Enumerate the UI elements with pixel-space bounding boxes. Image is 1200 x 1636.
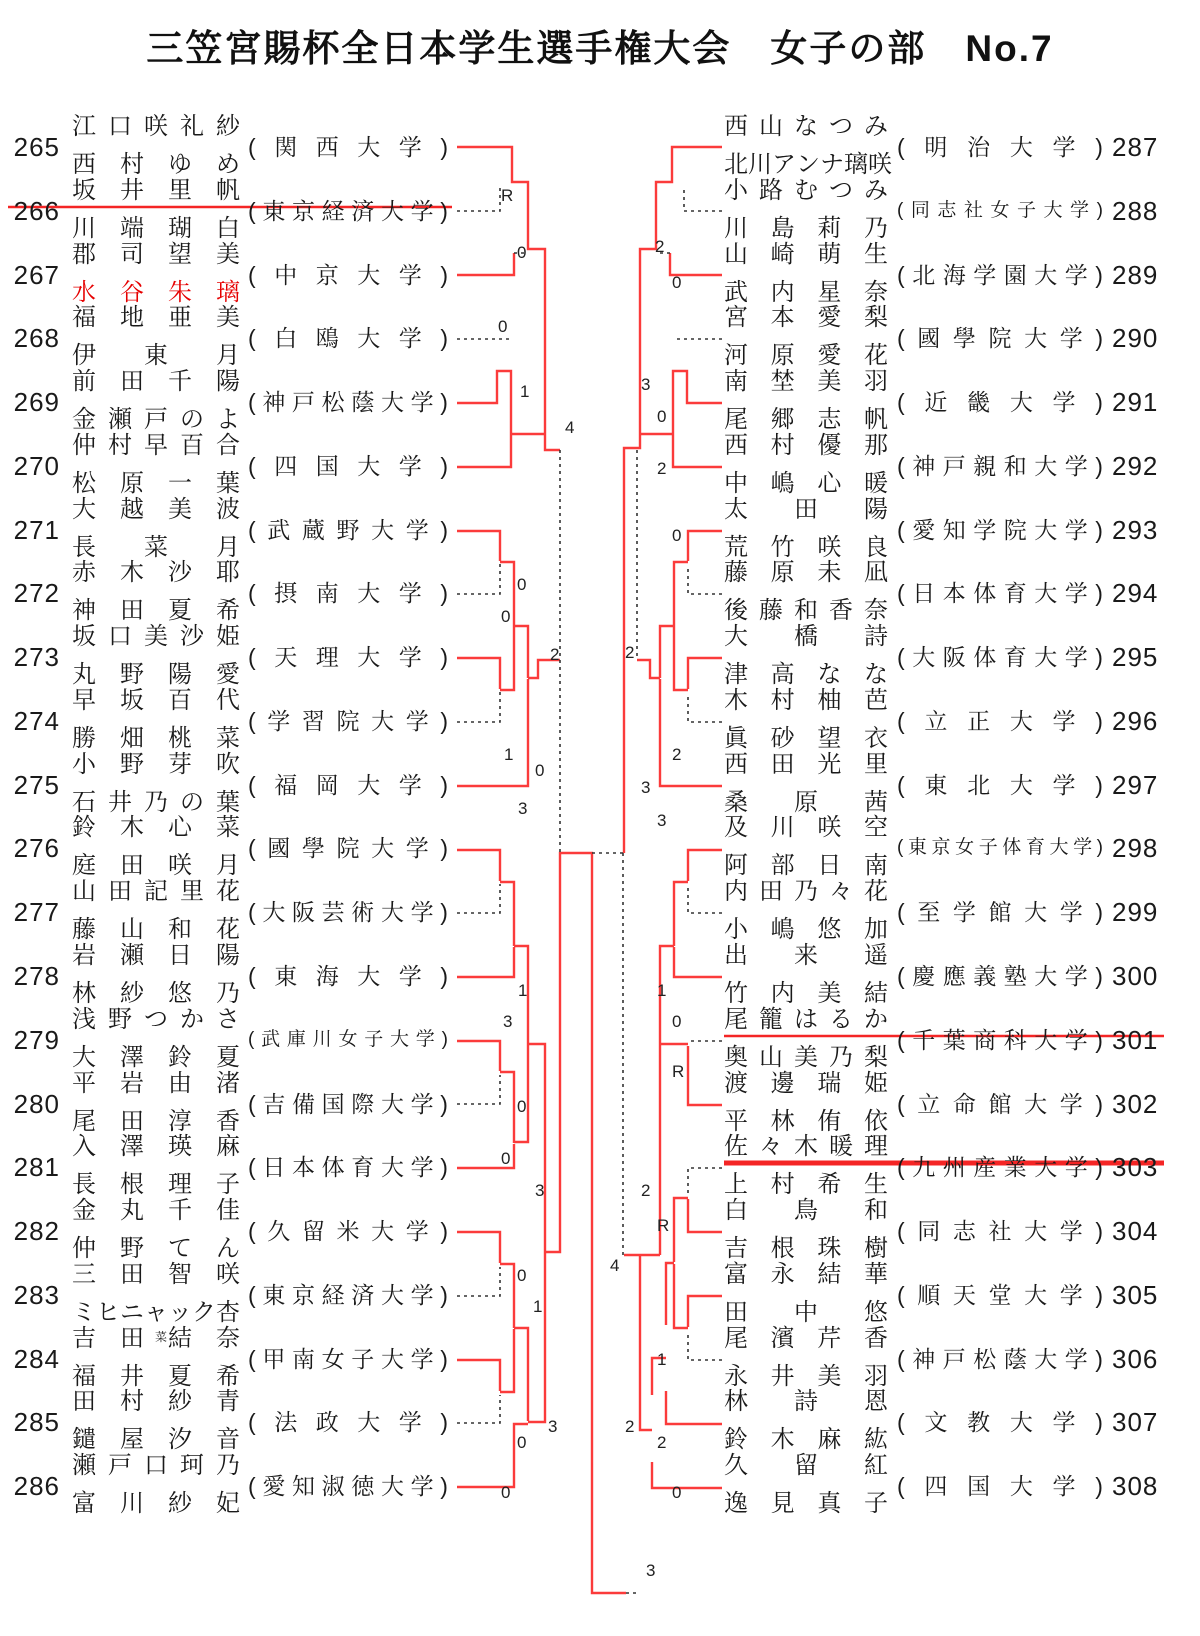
score-label: 0 (501, 1149, 511, 1168)
player-name: 江 口 咲 礼 紗 (72, 113, 240, 140)
player-name: 西 山 な つ み (724, 113, 888, 140)
player-name: 渡 邊 瑞 姫 (724, 1070, 888, 1097)
university-name: ( 武 庫 川 女 子 大 学 ) (248, 1029, 448, 1050)
bracket-loser-line (688, 693, 722, 722)
bracket-winner-line (673, 371, 722, 434)
university-name: ( 日 本 体 育 大 学 ) (248, 1154, 448, 1180)
player-name: 吉 根 珠 樹 (724, 1235, 888, 1262)
bracket-winner-line (457, 658, 500, 689)
entry-number-293: 293 (1112, 515, 1159, 545)
bracket-winner-line (457, 531, 500, 561)
entry-number-290: 290 (1112, 323, 1159, 353)
bracket-winner-line (500, 882, 514, 946)
player-name: 竹 内 美 結 (724, 980, 888, 1007)
bracket-winner-line (652, 1462, 722, 1488)
player-name: 久 留 紅 (724, 1452, 888, 1479)
score-label: 1 (504, 745, 514, 764)
university-name: ( 中 京 大 学 ) (248, 262, 448, 288)
player-name: 西 村 ゆ め (72, 151, 240, 178)
player-name: 出 来 遥 (724, 942, 888, 969)
bracket-loser-line (688, 885, 722, 913)
player-name: 永 井 美 羽 (724, 1363, 888, 1390)
entry-number-289: 289 (1112, 260, 1159, 290)
entry-number-303: 303 (1112, 1152, 1159, 1182)
bracket-winner-line (500, 626, 514, 690)
score-label: 3 (641, 375, 651, 394)
bracket-winner-line (514, 1328, 528, 1421)
player-name: ミ ヒ ニ ャ ッ ク 杏 (72, 1299, 240, 1326)
entry-number-277: 277 (13, 897, 60, 927)
player-name: 鈴 木 心 菜 (72, 814, 240, 841)
player-name: 大 越 美 波 (72, 496, 240, 523)
player-name: 太 田 陽 (724, 496, 888, 523)
entry-number-300: 300 (1112, 961, 1159, 991)
player-name: 鈴 木 麻 紘 (724, 1426, 888, 1453)
university-name: ( 天 理 大 学 ) (248, 644, 448, 670)
university-name: ( 久 留 米 大 学 ) (248, 1218, 448, 1244)
player-name: 水 谷 朱 璃 (72, 279, 240, 306)
player-name: 入 澤 瑛 麻 (72, 1133, 240, 1160)
university-name: ( 明 治 大 学 ) (897, 134, 1103, 160)
player-name: 山 田 記 里 花 (72, 878, 240, 905)
score-label: 1 (518, 981, 528, 1000)
bracket-winner-line (660, 626, 674, 678)
university-name: ( 摂 南 大 学 ) (248, 580, 448, 606)
bracket-winner-line (674, 1198, 688, 1262)
entry-number-272: 272 (13, 578, 60, 608)
bracket-loser-line (688, 565, 722, 594)
player-name: 林 詩 恩 (724, 1388, 888, 1415)
entry-number-305: 305 (1112, 1280, 1159, 1310)
player-name: 長 菜 月 (72, 534, 240, 561)
score-label: 1 (520, 382, 530, 401)
player-name: 坂 井 里 帆 (72, 177, 240, 204)
bracket-loser-line (457, 692, 500, 722)
entry-number-282: 282 (13, 1216, 60, 1246)
entry-number-306: 306 (1112, 1344, 1159, 1374)
player-name: 岩 瀬 日 陽 (72, 942, 240, 969)
entry-number-286: 286 (13, 1471, 60, 1501)
player-name: 眞 砂 望 衣 (724, 725, 888, 752)
university-name: ( 関 西 大 学 ) (248, 134, 448, 160)
player-name: 赤 木 沙 耶 (72, 559, 240, 586)
player-name: 川 端 瑚 白 (72, 215, 240, 242)
bracket-winner-line (457, 253, 514, 275)
university-name: ( 東 京 女 子 体 育 大 学 ) (897, 837, 1103, 858)
bracket-loser-line (684, 186, 722, 211)
score-label: 3 (646, 1561, 656, 1580)
entry-number-280: 280 (13, 1089, 60, 1119)
player-name: 大 澤 鈴 夏 (72, 1044, 240, 1071)
player-name: 田 村 紗 青 (72, 1388, 240, 1415)
player-name: 奥 山 美 乃 梨 (724, 1044, 888, 1071)
player-name: 阿 部 日 南 (724, 852, 888, 879)
bracket-winner-line (545, 853, 626, 1593)
bracket-winner-line (514, 1044, 528, 1142)
university-name: ( 東 京 経 済 大 学 ) (248, 198, 448, 224)
player-name: 藤 山 和 花 (72, 916, 240, 943)
entry-number-297: 297 (1112, 770, 1159, 800)
entry-number-304: 304 (1112, 1216, 1159, 1246)
entry-number-284: 284 (13, 1344, 60, 1374)
score-label: 0 (501, 1483, 511, 1502)
score-label: R (672, 1062, 685, 1081)
university-name: ( 北 海 学 園 大 学 ) (897, 262, 1103, 288)
player-name: 浅 野 つ か さ (72, 1006, 240, 1033)
score-label: 2 (657, 459, 667, 478)
bracket-loser-line (688, 1168, 722, 1196)
score-label: 0 (517, 1266, 527, 1285)
player-name: 尾 郷 志 帆 (724, 406, 888, 433)
player-name: 木 村 柚 芭 (724, 687, 888, 714)
score-label: 1 (657, 981, 667, 1000)
university-name: ( 立 命 館 大 学 ) (897, 1091, 1103, 1117)
player-name: 小 嶋 悠 加 (724, 916, 888, 943)
player-name: 吉 田 結 奈 (72, 1325, 240, 1352)
score-label: 2 (655, 237, 665, 256)
player-name: 小 野 芽 吹 (72, 751, 240, 778)
player-name: 仲 村 早 百 合 (72, 432, 240, 459)
bracket-winner-line (670, 253, 722, 275)
bracket-winner-line (640, 1255, 652, 1430)
university-name: ( 國 學 院 大 学 ) (897, 325, 1103, 351)
bracket-winner-line (637, 660, 660, 678)
player-name: 中 嶋 心 暖 (724, 470, 888, 497)
player-name: 郡 司 望 美 (72, 241, 240, 268)
university-name: ( 法 政 大 学 ) (248, 1409, 448, 1435)
university-name: ( 大 阪 体 育 大 学 ) (897, 644, 1103, 670)
university-name: ( 至 学 館 大 学 ) (897, 899, 1103, 925)
university-name: ( 四 国 大 学 ) (897, 1473, 1103, 1499)
entry-number-292: 292 (1112, 451, 1159, 481)
player-name: 鑓 屋 汐 音 (72, 1426, 240, 1453)
bracket-winner-line (514, 626, 528, 678)
bracket-winner-line (500, 1264, 514, 1328)
bracket-winner-line (688, 1199, 722, 1232)
player-name: 西 村 優 那 (724, 432, 888, 459)
player-name: 荒 竹 咲 良 (724, 534, 888, 561)
player-name: 桑 原 茜 (724, 789, 888, 816)
bracket-loser-line (457, 186, 500, 211)
university-name: ( 國 學 院 大 学 ) (248, 835, 448, 861)
score-label: 0 (672, 1012, 682, 1031)
bracket-winner-line (673, 434, 722, 467)
bracket-winner-line (457, 1360, 500, 1391)
player-name: 長 根 理 子 (72, 1171, 240, 1198)
player-name: 松 原 一 葉 (72, 470, 240, 497)
entry-number-295: 295 (1112, 642, 1159, 672)
entry-number-283: 283 (13, 1280, 60, 1310)
entry-number-278: 278 (13, 961, 60, 991)
player-name: 川 島 莉 乃 (724, 215, 888, 242)
score-label: 3 (641, 778, 651, 797)
player-name: 津 高 な な (724, 661, 888, 688)
university-name: ( 愛 知 淑 徳 大 学 ) (248, 1473, 448, 1499)
score-label: 1 (657, 1350, 667, 1369)
bracket-loser-line (688, 1331, 722, 1360)
bracket-loser-line (457, 1267, 500, 1296)
bracket-winner-line (674, 947, 722, 977)
entry-number-291: 291 (1112, 387, 1159, 417)
player-name: 林 紗 悠 乃 (72, 980, 240, 1007)
entry-number-271: 271 (13, 515, 60, 545)
entry-number-279: 279 (13, 1025, 60, 1055)
player-name: 福 地 亜 美 (72, 304, 240, 331)
university-name: ( 九 州 産 業 大 学 ) (897, 1154, 1103, 1180)
university-name: ( 武 蔵 野 大 学 ) (248, 517, 448, 543)
bracket-winner-line (457, 947, 514, 977)
player-name: 上 村 希 生 (724, 1171, 888, 1198)
score-label: 0 (517, 575, 527, 594)
university-name: ( 白 鴎 大 学 ) (248, 325, 448, 351)
bracket-winner-line (500, 1329, 514, 1392)
entry-number-274: 274 (13, 706, 60, 736)
bracket-winner-line (457, 679, 528, 786)
bracket-winner-line (688, 1046, 722, 1105)
player-name: 三 田 智 咲 (72, 1261, 240, 1288)
bracket-winner-line (500, 1072, 514, 1143)
bracket-loser-line (457, 1075, 500, 1104)
bracket-winner-line (457, 371, 511, 434)
player-name: 西 田 光 里 (724, 751, 888, 778)
entry-number-276: 276 (13, 833, 60, 863)
university-name: ( 神 戸 松 蔭 大 学 ) (248, 389, 448, 415)
score-label: 2 (625, 643, 635, 662)
player-name: 及 川 咲 空 (724, 814, 888, 841)
bracket-loser-line (457, 1395, 500, 1423)
score-label: 0 (517, 243, 527, 262)
entry-number-298: 298 (1112, 833, 1159, 863)
player-name: 山 崎 萌 生 (724, 241, 888, 268)
player-name: 河 原 愛 花 (724, 342, 888, 369)
entry-number-296: 296 (1112, 706, 1159, 736)
university-name: ( 東 京 経 済 大 学 ) (248, 1282, 448, 1308)
score-label: 0 (672, 1483, 682, 1502)
university-name: ( 大 阪 芸 術 大 学 ) (248, 899, 448, 925)
player-name: 神 田 夏 希 (72, 597, 240, 624)
bracket-winner-line (674, 626, 688, 690)
university-name: ( 順 天 堂 大 学 ) (897, 1282, 1103, 1308)
score-label: 3 (548, 1417, 558, 1436)
page-title: 三笠宮賜杯全日本学生選手権大会 女子の部 No.7 (146, 28, 1054, 69)
bracket-winner-line (688, 850, 722, 881)
player-name: 伊 東 月 (72, 342, 240, 369)
entry-number-299: 299 (1112, 897, 1159, 927)
entry-number-287: 287 (1112, 132, 1159, 162)
university-name: ( 神 戸 親 和 大 学 ) (897, 453, 1103, 479)
university-name: ( 同 志 社 大 学 ) (897, 1218, 1103, 1244)
score-label: 2 (641, 1181, 651, 1200)
university-name: ( 愛 知 学 院 大 学 ) (897, 517, 1103, 543)
score-label: 4 (565, 418, 575, 437)
bracket-loser-line (457, 884, 500, 913)
player-name: 逸 見 真 子 (724, 1490, 888, 1517)
score-label: 0 (501, 607, 511, 626)
entry-number-285: 285 (13, 1407, 60, 1437)
player-name: 前 田 千 陽 (72, 368, 240, 395)
player-name: 大 橋 詩 (724, 623, 888, 650)
score-label: 0 (657, 407, 667, 426)
score-label: 0 (517, 1097, 527, 1116)
player-name: 尾 田 淳 香 (72, 1108, 240, 1135)
score-label: 0 (672, 526, 682, 545)
score-label: 2 (625, 1417, 635, 1436)
bracket-winner-line (660, 679, 722, 786)
entry-number-301: 301 (1112, 1025, 1159, 1055)
university-name: ( 学 習 院 大 学 ) (248, 708, 448, 734)
university-name: ( 神 戸 松 蔭 大 学 ) (897, 1346, 1103, 1372)
score-label: 0 (672, 273, 682, 292)
entry-number-266: 266 (13, 196, 60, 226)
university-name: ( 東 海 大 学 ) (248, 963, 448, 989)
entry-number-294: 294 (1112, 578, 1159, 608)
player-name: 内 田 乃 々 花 (724, 878, 888, 905)
entry-number-270: 270 (13, 451, 60, 481)
bracket-winner-line (528, 1252, 545, 1422)
player-name: 坂 口 美 沙 姫 (72, 623, 240, 650)
entry-number-268: 268 (13, 323, 60, 353)
player-name: 白 鳥 和 (724, 1197, 888, 1224)
bracket-winner-line (528, 1044, 545, 1252)
bracket-winner-line (674, 562, 688, 626)
bracket-winner-line (674, 882, 688, 946)
score-label: 1 (533, 1297, 543, 1316)
university-name: ( 吉 備 国 際 大 学 ) (248, 1091, 448, 1117)
score-label: 0 (517, 1433, 527, 1452)
player-name: 庭 田 咲 月 (72, 852, 240, 879)
university-name: ( 立 正 大 学 ) (897, 708, 1103, 734)
player-name: 勝 畑 桃 菜 (72, 725, 240, 752)
bracket-winner-line (457, 1041, 500, 1071)
university-name: ( 文 教 大 学 ) (897, 1409, 1103, 1435)
player-name: 金 丸 千 佳 (72, 1197, 240, 1224)
player-name: 小 路 む つ み (724, 177, 888, 204)
player-name: 平 林 侑 依 (724, 1108, 888, 1135)
score-label: 3 (503, 1012, 513, 1031)
entry-number-275: 275 (13, 770, 60, 800)
player-name: 宮 本 愛 梨 (724, 304, 888, 331)
university-name: ( 甲 南 女 子 大 学 ) (248, 1346, 448, 1372)
player-name: 平 岩 由 渚 (72, 1070, 240, 1097)
player-name: 後 藤 和 香 奈 (724, 597, 888, 624)
player-name: 福 井 夏 希 (72, 1363, 240, 1390)
bracket-winner-line (688, 531, 722, 561)
player-name: 武 内 星 奈 (724, 279, 888, 306)
player-name-subchar: 菜 (155, 1330, 168, 1344)
player-name: 早 坂 百 代 (72, 687, 240, 714)
score-label: R (657, 1216, 670, 1235)
bracket-winner-line (674, 1264, 688, 1328)
university-name: ( 同 志 社 女 子 大 学 ) (897, 200, 1103, 221)
entry-number-273: 273 (13, 642, 60, 672)
player-name: 富 川 紗 妃 (72, 1490, 240, 1517)
bracket-winner-line (457, 434, 511, 467)
university-name: ( 四 国 大 学 ) (248, 453, 448, 479)
player-name: 仲 野 て ん (72, 1235, 240, 1262)
player-name: 金 瀬 戸 の よ (72, 406, 240, 433)
player-name: 田 中 悠 (724, 1299, 888, 1326)
score-label: 3 (535, 1181, 545, 1200)
entry-number-308: 308 (1112, 1471, 1159, 1501)
score-label: 0 (498, 317, 508, 336)
score-label: R (501, 186, 514, 205)
entry-number-265: 265 (13, 132, 60, 162)
score-label: 3 (518, 799, 528, 818)
university-name: ( 慶 應 義 塾 大 学 ) (897, 963, 1103, 989)
bracket-winner-line (688, 658, 722, 689)
player-name: 佐 々 木 暖 理 (724, 1133, 888, 1160)
player-name: 尾 濱 芹 香 (724, 1325, 888, 1352)
entry-number-267: 267 (13, 260, 60, 290)
entry-number-281: 281 (13, 1152, 60, 1182)
score-label: 4 (610, 1256, 620, 1275)
bracket-winner-line (666, 1391, 722, 1424)
university-name: ( 千 葉 商 科 大 学 ) (897, 1027, 1103, 1053)
score-label: 0 (535, 761, 545, 780)
player-name: 北 川 ア ン ナ 璃 咲 (724, 151, 892, 178)
player-name: 瀬 戸 口 珂 乃 (72, 1452, 240, 1479)
bracket-winner-line (457, 850, 500, 881)
score-label: 3 (657, 811, 667, 830)
player-name: 丸 野 陽 愛 (72, 661, 240, 688)
entry-number-288: 288 (1112, 196, 1159, 226)
player-name: 富 永 結 華 (724, 1261, 888, 1288)
entry-number-307: 307 (1112, 1407, 1159, 1437)
bracket-winner-line (688, 1296, 722, 1327)
entry-number-269: 269 (13, 387, 60, 417)
entry-number-302: 302 (1112, 1089, 1159, 1119)
score-label: 2 (550, 645, 560, 664)
score-label: 2 (672, 745, 682, 764)
bracket-loser-line (457, 564, 500, 594)
university-name: ( 日 本 体 育 大 学 ) (897, 580, 1103, 606)
score-label: 2 (657, 1433, 667, 1452)
university-name: ( 福 岡 大 学 ) (248, 772, 448, 798)
bracket-winner-line (457, 1232, 500, 1263)
player-name: 尾 籠 は る か (724, 1006, 888, 1033)
university-name: ( 近 畿 大 学 ) (897, 389, 1103, 415)
player-name: 南 埜 美 羽 (724, 368, 888, 395)
player-name: 藤 原 未 凪 (724, 559, 888, 586)
university-name: ( 東 北 大 学 ) (897, 772, 1103, 798)
player-name: 石 井 乃 の 葉 (72, 789, 240, 816)
